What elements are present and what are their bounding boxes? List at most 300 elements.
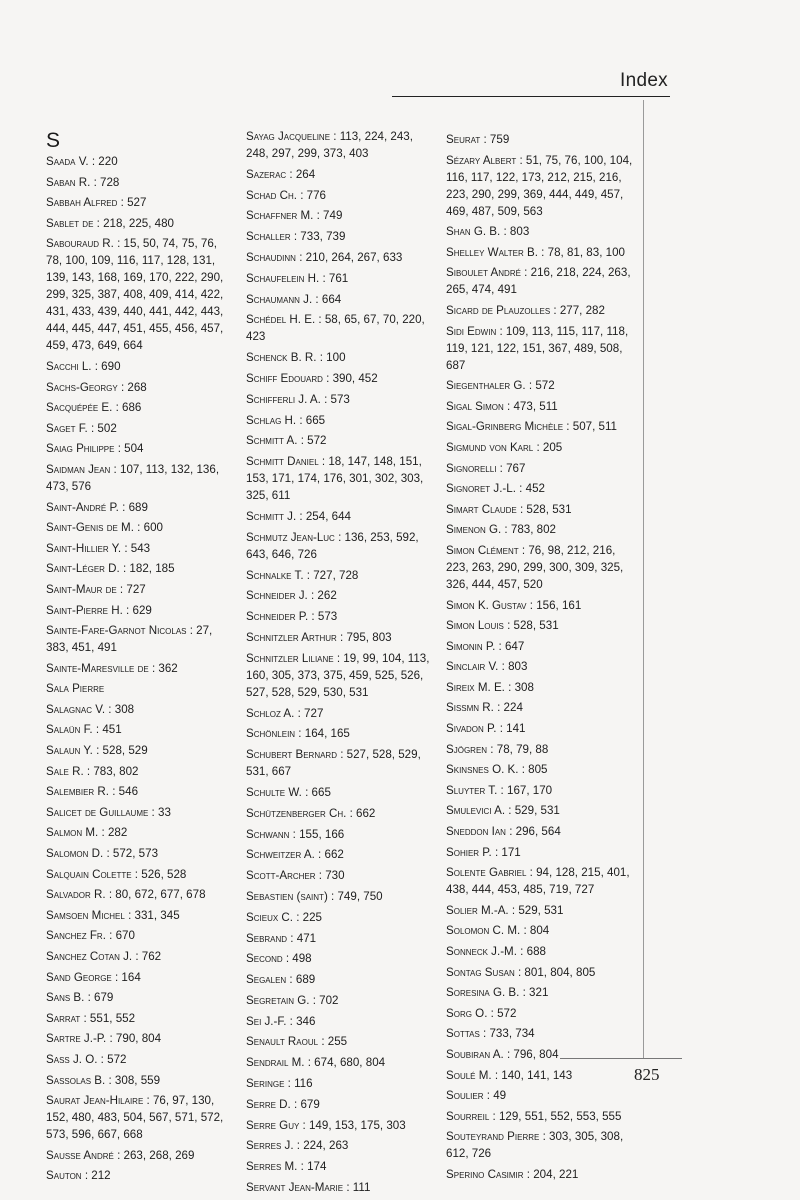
entry-page-refs: : 111 [343, 1181, 371, 1195]
index-entry [46, 969, 236, 986]
entry-name: Sebrand [246, 931, 288, 945]
index-entry [246, 930, 436, 947]
entry-page-refs: : 759 [480, 133, 510, 146]
entry-page-refs: : 308 [105, 702, 135, 716]
entry-page-refs: : 796, 804 [503, 1047, 559, 1061]
entry-page-refs: : 727 [294, 706, 324, 720]
entry-page-refs: : 129, 551, 552, 553, 555 [489, 1109, 622, 1123]
entry-page-refs: : 100 [316, 351, 346, 365]
entry-page-refs: : 665 [296, 413, 326, 427]
index-column-2 [246, 128, 436, 1200]
entry-name: Sluyter T. [446, 783, 498, 797]
entry-page-refs: : 546 [109, 785, 139, 799]
index-entry [246, 1013, 436, 1030]
entry-name: Sidi Edwin [446, 324, 497, 338]
entry-page-refs: : 116 [284, 1077, 313, 1091]
entry-name: Sireix M. E. [446, 680, 505, 694]
entry-page-refs: : 141 [496, 722, 526, 736]
entry-page-refs: : 664 [312, 292, 342, 306]
entry-name: Saint-Hillier Y. [46, 541, 122, 555]
index-entry [446, 679, 638, 696]
index-entry [246, 867, 436, 884]
index-entry [446, 943, 638, 960]
entry-page-refs: : 665 [301, 785, 331, 799]
entry-name: Signoret J.-L. [446, 482, 516, 496]
entry-page-refs: : 452 [515, 482, 545, 496]
entry-name: Schlag H. [246, 413, 297, 427]
entry-page-refs: : 502 [87, 421, 117, 435]
entry-name: Sala Pierre [46, 682, 105, 696]
index-entry [446, 131, 638, 148]
section-letter: S [46, 129, 61, 152]
index-entry [246, 909, 436, 926]
index-entry [246, 291, 436, 308]
index-entry [46, 358, 236, 375]
entry-page-refs: : 282 [98, 826, 128, 840]
entry-page-refs: : 803 [500, 225, 530, 239]
entry-name: Soulier [446, 1089, 484, 1103]
index-entry [46, 519, 236, 536]
entry-page-refs: : 78, 79, 88 [487, 742, 549, 756]
entry-page-refs: : 804 [520, 924, 550, 938]
entry-page-refs: : 573 [320, 392, 350, 406]
entry-name: Sacquépée E. [46, 401, 113, 415]
margin-rule [643, 100, 644, 1058]
entry-name: Schubert Bernard [246, 748, 337, 762]
entry-page-refs: : 27, 383, 451, 491 [46, 624, 213, 655]
entry-page-refs: : 573 [308, 610, 338, 624]
index-entry [446, 302, 638, 319]
index-entry [246, 746, 436, 780]
index-entry [46, 804, 236, 821]
entry-page-refs: : 224 [493, 701, 523, 715]
entry-page-refs: : 113, 224, 243, 248, 297, 299, 373, 403 [246, 130, 413, 160]
index-entry [246, 971, 436, 988]
entry-name: Serres M. [246, 1160, 298, 1174]
index-entry [46, 660, 236, 677]
index-entry [246, 349, 436, 366]
footer-rule [560, 1058, 682, 1059]
index-entry [446, 264, 638, 298]
entry-name: Saget F. [46, 421, 88, 435]
index-entry [246, 1179, 436, 1196]
index-entry [246, 228, 436, 245]
entry-name: Serre Guy [246, 1118, 300, 1132]
index-entry [246, 508, 436, 525]
header-rule [392, 96, 670, 97]
index-entry [246, 370, 436, 387]
index-entry [246, 888, 436, 905]
entry-page-refs: : 572 [97, 1052, 127, 1066]
entry-page-refs: : 662 [314, 848, 344, 862]
index-entry [446, 323, 638, 374]
entry-name: Sainte-Maresville de [46, 661, 149, 675]
entry-page-refs: : 803 [498, 660, 528, 674]
index-entry [46, 440, 236, 457]
entry-page-refs: : 451 [92, 723, 122, 737]
index-entry [46, 866, 236, 883]
entry-page-refs: : 362 [148, 661, 178, 675]
entry-name: Serres J. [246, 1139, 294, 1153]
entry-name: Saurat Jean-Hilaire [46, 1094, 144, 1108]
entry-name: Simenon G. [446, 523, 502, 537]
entry-page-refs: : 529, 531 [508, 903, 564, 917]
index-entry [446, 902, 638, 919]
index-entry [246, 412, 436, 429]
entry-name: Sanchez Cotan J. [46, 950, 133, 963]
entry-page-refs: : 528, 529 [92, 744, 148, 758]
index-entry [246, 391, 436, 408]
entry-name: Schneider P. [246, 610, 309, 624]
index-entry [246, 784, 436, 801]
entry-name: Serre D. [246, 1097, 291, 1111]
entry-name: Sass J. O. [46, 1052, 98, 1066]
entry-name: Saada V. [46, 155, 89, 168]
index-entry [46, 1092, 236, 1143]
entry-name: Soubiran A. [446, 1047, 504, 1061]
entry-name: Schmitt J. [246, 509, 297, 523]
entry-name: Salomon D. [46, 847, 104, 861]
index-entry [46, 763, 236, 780]
index-entry [46, 1167, 236, 1184]
entry-name: Sottas [446, 1027, 480, 1041]
entries-list [246, 128, 436, 1196]
entry-page-refs: : 308, 559 [105, 1073, 161, 1087]
entry-name: Schaller [246, 230, 291, 244]
index-entry [446, 699, 638, 716]
index-entry [46, 701, 236, 718]
entry-name: Schützenberger Ch. [246, 806, 347, 820]
entry-name: Sassolas B. [46, 1073, 106, 1087]
entry-page-refs: : 264 [286, 167, 316, 181]
entry-name: Simart Claude [446, 502, 517, 516]
entry-name: Skinsnes O. K. [446, 763, 519, 777]
entry-page-refs: : 572 [487, 1006, 517, 1020]
index-entry [246, 1054, 436, 1071]
index-entry [246, 992, 436, 1009]
entry-name: Soulé M. [446, 1068, 492, 1082]
index-column-3 [446, 131, 638, 1187]
entry-page-refs: : 529, 531 [505, 804, 560, 818]
entry-name: Sacchi L. [46, 359, 92, 373]
entry-name: Shan G. B. [446, 225, 501, 239]
entry-name: Segalen [246, 973, 287, 987]
entry-page-refs: : 346 [286, 1014, 316, 1028]
entry-name: Schnalke T. [246, 568, 304, 582]
entry-page-refs: : 526, 528 [131, 867, 187, 881]
index-entry [46, 721, 236, 738]
entry-page-refs: : 727, 728 [303, 568, 359, 582]
entry-page-refs: : 572 [297, 434, 327, 448]
entry-page-refs: : 805 [518, 763, 548, 777]
index-entry [446, 844, 638, 861]
page-title: Index [620, 70, 668, 91]
index-entry [246, 166, 436, 183]
entry-page-refs: : 790, 804 [106, 1032, 162, 1046]
index-entry [246, 1137, 436, 1154]
entry-name: Senault Raoul [246, 1035, 319, 1049]
index-entry [246, 453, 436, 504]
entries-list [446, 131, 638, 1183]
entry-page-refs: : 776 [297, 188, 327, 202]
index-entry [46, 461, 236, 495]
entry-name: Saiag Philippe [46, 442, 115, 456]
entry-name: Schulte W. [246, 785, 302, 799]
entry-page-refs: : 629 [122, 603, 152, 617]
index-entry [446, 617, 638, 634]
index-entry [446, 1087, 638, 1104]
entry-page-refs: : 308 [504, 680, 534, 694]
entry-page-refs: : 504 [114, 442, 144, 456]
index-entry [46, 1051, 236, 1068]
entry-name: Sourreil [446, 1109, 490, 1123]
entry-name: Sazerac [246, 167, 287, 181]
entry-page-refs: : 795, 803 [336, 630, 392, 644]
entry-page-refs: : 662 [346, 806, 376, 820]
index-entry [246, 207, 436, 224]
index-entry [246, 629, 436, 646]
index-entry [446, 1067, 638, 1084]
entry-page-refs: : 78, 81, 83, 100 [537, 245, 625, 259]
entry-page-refs: : 149, 153, 175, 303 [299, 1118, 406, 1132]
entry-page-refs: : 572, 573 [103, 847, 159, 861]
index-entry [246, 1075, 436, 1092]
entry-name: Saint-Genis de M. [46, 521, 134, 535]
entry-name: Salaun Y. [46, 744, 93, 758]
entry-name: Sans B. [46, 991, 85, 1005]
entry-name: Sayag Jacqueline [246, 130, 331, 143]
entry-name: Servant Jean-Marie [246, 1181, 344, 1195]
entry-page-refs: : 140, 141, 143 [491, 1068, 573, 1082]
entry-page-refs: : 690 [91, 359, 121, 373]
entry-name: Sainte-Fare-Garnot Nicolas [46, 624, 187, 638]
entry-page-refs: : 210, 264, 267, 633 [295, 250, 403, 264]
index-entry [446, 1005, 638, 1022]
entry-page-refs: : 733, 739 [290, 230, 346, 244]
index-entry [246, 1033, 436, 1050]
index-entry [46, 989, 236, 1006]
index-entry [46, 783, 236, 800]
entry-page-refs: : 19, 99, 104, 113, 160, 305, 373, 375, 459, 525, 526, 527, 528, 529, 530, 531 [246, 651, 430, 699]
index-entry [446, 741, 638, 758]
entry-name: Schifferli J. A. [246, 392, 321, 406]
entry-name: Schwann [246, 827, 290, 841]
index-entry [446, 1046, 638, 1063]
entry-name: Sohier P. [446, 845, 492, 859]
entry-name: Saint-Léger D. [46, 562, 120, 576]
entry-name: Schédel H. E. [246, 313, 316, 327]
entry-page-refs: : 689 [286, 973, 316, 987]
index-entry [46, 680, 236, 697]
index-entry [246, 249, 436, 266]
index-entry [46, 194, 236, 211]
entry-name: Segretain G. [246, 993, 310, 1007]
entry-page-refs: : 702 [309, 993, 339, 1007]
entry-page-refs: : 528, 531 [516, 502, 572, 516]
index-entry [446, 658, 638, 675]
index-entry [246, 950, 436, 967]
index-entry [446, 964, 638, 981]
entry-page-refs: : 254, 644 [296, 509, 351, 523]
index-entry [446, 823, 638, 840]
entry-page-refs: : 277, 282 [550, 303, 605, 317]
entry-page-refs: : 171 [491, 845, 521, 859]
entry-page-refs: : 262 [307, 589, 337, 603]
index-column-1 [46, 131, 236, 1188]
entry-name: Schaumann J. [246, 292, 313, 306]
entry-name: Simonin P. [446, 639, 496, 653]
entry-name: Sauton [46, 1169, 82, 1183]
entry-name: Sei J.-F. [246, 1014, 287, 1028]
entry-page-refs: : 507, 511 [563, 420, 618, 434]
entry-name: Schmitt Daniel [246, 455, 319, 469]
index-entry [446, 802, 638, 819]
entry-page-refs: : 670 [105, 929, 135, 943]
entry-page-refs: : 167, 170 [497, 783, 553, 797]
entry-page-refs: : 730 [315, 869, 345, 883]
entry-page-refs: : 767 [496, 461, 526, 475]
entry-page-refs: : 303, 305, 308, 612, 726 [446, 1130, 624, 1161]
entry-name: Solente Gabriel [446, 866, 527, 880]
entry-page-refs: : 498 [282, 952, 312, 966]
index-entry [46, 622, 236, 656]
entry-name: Sorg O. [446, 1006, 488, 1020]
entry-page-refs: : 321 [519, 986, 549, 1000]
index-entry [46, 499, 236, 516]
entry-page-refs: : 263, 268, 269 [113, 1148, 195, 1162]
entry-page-refs: : 15, 50, 74, 75, 76, 78, 100, 109, 116, 117, 128, 131, 139, 143, 168, 169, 170, 222, 290, 299, 325, 387, 408, 409, 414, 422, 431, 433, 439, 440, 441, 442, 443, 444, 445, 447, 451, 455, 456, 457, 459, 473, 649, 664 [46, 237, 224, 353]
entry-name: Schaffner M. [246, 209, 314, 223]
entry-name: Sand George [46, 970, 112, 984]
index-entry [446, 542, 638, 593]
index-entry [246, 529, 436, 563]
index-entry [446, 1108, 638, 1125]
index-entry [446, 1025, 638, 1042]
entry-name: Schaudinn [246, 250, 296, 264]
entry-name: Sartre J.-P. [46, 1032, 107, 1046]
entry-name: Sigmund von Karl [446, 440, 534, 454]
entry-name: Sigal Simon [446, 399, 504, 413]
index-entry [46, 581, 236, 598]
entry-page-refs: : 390, 452 [322, 371, 378, 385]
entry-page-refs: : 182, 185 [119, 562, 175, 576]
entry-page-refs: : 107, 113, 132, 136, 473, 576 [46, 462, 220, 493]
entry-page-refs: : 136, 253, 592, 643, 646, 726 [246, 530, 419, 561]
index-entry [46, 540, 236, 557]
entry-name: Saint-Pierre H. [46, 603, 123, 617]
index-entry [446, 597, 638, 614]
index-entry [46, 907, 236, 924]
entry-page-refs: : 551, 552 [80, 1011, 136, 1025]
entry-page-refs: : 749 [313, 209, 343, 223]
entry-name: Seurat [446, 133, 481, 146]
entry-name: Sausse André [46, 1148, 114, 1162]
entry-name: Schweitzer A. [246, 848, 315, 862]
index-entry [446, 922, 638, 939]
entry-page-refs: : 749, 750 [327, 889, 383, 903]
entry-page-refs: : 51, 75, 76, 100, 104, 116, 117, 122, 173, 212, 215, 216, 223, 290, 299, 369, 444, 449, 457, 469, 487, 509, 563 [446, 153, 633, 218]
entry-page-refs: : 331, 345 [124, 908, 180, 922]
entry-page-refs: : 686 [112, 401, 142, 415]
entry-page-refs: : 205 [533, 440, 563, 454]
index-entry [446, 984, 638, 1001]
entry-name: Siegenthaler G. [446, 379, 526, 393]
entry-name: Saban R. [46, 175, 91, 189]
entry-page-refs: : 212 [81, 1169, 111, 1183]
entry-name: Second [246, 952, 283, 966]
entry-name: Sézary Albert [446, 153, 517, 167]
index-entry [446, 418, 638, 435]
index-entry [246, 128, 436, 162]
entry-name: Saint-André P. [46, 500, 119, 514]
index-entry [446, 398, 638, 415]
index-entry [246, 608, 436, 625]
index-entry [446, 244, 638, 261]
entry-page-refs: : 527, 528, 529, 531, 667 [246, 748, 421, 779]
entry-name: Simon K. Gustav [446, 598, 527, 612]
index-entry [246, 1117, 436, 1134]
entry-name: Sjögren [446, 742, 488, 756]
entry-name: Salmon M. [46, 826, 99, 840]
index-entry [246, 1158, 436, 1175]
entry-page-refs: : 761 [319, 271, 349, 285]
index-entry [446, 501, 638, 518]
entry-page-refs: : 471 [287, 931, 317, 945]
entry-name: Schmutz Jean-Luc [246, 530, 335, 544]
index-entry [446, 521, 638, 538]
index-entry [446, 152, 638, 220]
entry-page-refs: : 543 [121, 541, 151, 555]
entry-page-refs: : 528, 531 [503, 619, 559, 633]
entry-page-refs: : 156, 161 [526, 598, 582, 612]
entry-page-refs: : 733, 734 [479, 1027, 535, 1041]
entry-page-refs: : 164 [111, 970, 141, 984]
entry-name: Siboulet André [446, 266, 521, 280]
entry-name: Salaün F. [46, 723, 93, 737]
entry-name: Schenck B. R. [246, 351, 317, 365]
entry-name: Sachs-Georgy [46, 380, 118, 394]
entry-name: Simon Louis [446, 619, 504, 633]
entry-name: Solomon C. M. [446, 924, 521, 938]
entry-name: Salvador R. [46, 888, 106, 902]
entry-page-refs: : 224, 263 [293, 1139, 349, 1153]
index-entry [246, 805, 436, 822]
entry-name: Saint-Maur de [46, 582, 117, 596]
entry-page-refs: : 268 [117, 380, 147, 394]
entry-page-refs: : 600 [133, 521, 163, 535]
index-entry [246, 587, 436, 604]
index-entry [46, 174, 236, 191]
index-entry [246, 826, 436, 843]
entry-name: Salembier R. [46, 785, 110, 799]
entry-page-refs: : 296, 564 [505, 825, 561, 839]
entry-name: Salagnac V. [46, 702, 106, 716]
index-entry [246, 725, 436, 742]
entry-name: Seringe [246, 1077, 285, 1091]
entry-page-refs: : 49 [483, 1089, 507, 1103]
index-entry [446, 864, 638, 898]
index-entry [246, 846, 436, 863]
index-entry [446, 223, 638, 240]
entry-name: Scott-Archer [246, 869, 316, 883]
index-entry [446, 761, 638, 778]
index-entry [246, 650, 436, 701]
entry-page-refs: : 679 [290, 1097, 320, 1111]
entry-page-refs: : 255 [318, 1035, 348, 1049]
entry-page-refs: : 18, 147, 148, 151, 153, 171, 174, 176, 301, 302, 303, 325, 611 [246, 455, 424, 503]
entry-page-refs: : 783, 802 [83, 764, 139, 778]
index-entry [446, 480, 638, 497]
